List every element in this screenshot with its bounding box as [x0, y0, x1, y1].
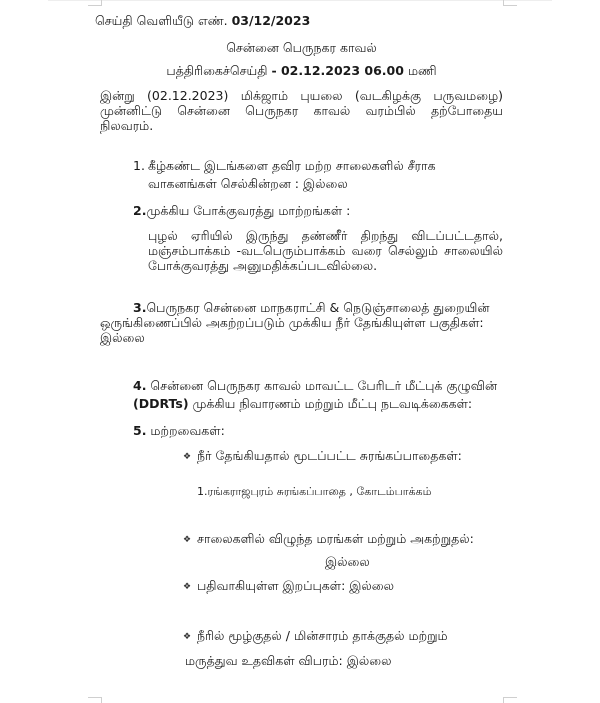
item-4-line-1-text: சென்னை பெருநகர காவல் மாவட்ட பேரிடர் மீட்புக் குழுவின்	[146, 378, 498, 393]
bullet-trees	[183, 531, 474, 548]
item-4-line-2	[133, 396, 472, 411]
bullet-deaths	[183, 578, 394, 595]
item-3-line-2: ஒருங்கிணைப்பில் அகற்றப்படும் முக்கிய நீர் தேங்கியுள்ள பகுதிகள்:	[100, 315, 484, 330]
bullet-medical-text: நீரில் மூழ்குதல் / மின்சாரம் தாக்குதல் மற்றும்	[197, 628, 448, 643]
medical-line-2: மருத்துவ உதவிகள் விபரம்: இல்லை	[185, 653, 392, 668]
release-number-line	[95, 13, 310, 28]
diamond-bullet-icon: ❖	[183, 452, 192, 462]
item-4-line-1	[133, 378, 497, 393]
margin-corner-mark	[88, 0, 102, 6]
page-edge	[48, 0, 552, 1]
item-2-number: 2.	[133, 203, 147, 218]
item-1-line-2: வாகனங்கள் செல்கின்றன : இல்லை	[148, 176, 348, 191]
item-1-number: 1.	[133, 158, 145, 173]
item-3-line-1	[133, 300, 489, 315]
item-2-heading-text: முக்கிய போக்குவரத்து மாற்றங்கள் :	[146, 203, 351, 218]
item-1-line-1: கீழ்கண்ட இடங்களை தவிர மற்ற சாலைகளில் சீராக	[148, 158, 436, 173]
ddrts-abbr: (DDRTs)	[133, 396, 189, 411]
margin-corner-mark	[88, 697, 102, 703]
item-2-body: புழல் ஏரியில் இருந்து தண்ணீர் திறந்து விடப்பட்டதால், மஞ்சம்பாக்கம் -வடபெரும்பாக்கம் வரை செல்லும் சாலையில் போக்குவரத்து அனுமதிக்கப்படவில்லை.	[148, 228, 503, 273]
margin-corner-mark	[503, 0, 517, 6]
press-datetime: - 02.12.2023 06.00	[271, 63, 404, 78]
press-release-line	[100, 63, 503, 78]
bullet-deaths-text: பதிவாகியுள்ள இறப்புகள்: இல்லை	[197, 578, 394, 593]
press-time-unit: மணி	[407, 63, 437, 78]
release-number: 03/12/2023	[231, 13, 311, 28]
item-5-heading-text: மற்றவைகள்:	[146, 423, 225, 438]
release-label: செய்தி வெளியீடு எண்.	[95, 13, 228, 28]
item-2-heading	[133, 203, 350, 218]
diamond-bullet-icon: ❖	[183, 632, 192, 642]
item-5-heading	[133, 423, 225, 438]
item-3-number: 3.	[133, 300, 147, 315]
bullet-trees-text: சாலைகளில் விழுந்த மரங்கள் மற்றும் அகற்றுதல்:	[197, 531, 474, 546]
subway-item: 1.ரங்கராஜபுரம் சுரங்கப்பாதை , கோடம்பாக்கம்	[197, 485, 432, 498]
item-5-number: 5.	[133, 423, 147, 438]
organization-title: சென்னை பெருநகர காவல்	[226, 40, 377, 55]
item-3-line-1-text: பெருநகர சென்னை மாநகராட்சி & நெடுஞ்சாலைத் துறையின்	[146, 300, 490, 315]
bullet-subways-text: நீர் தேங்கியதால் மூடப்பட்ட சுரங்கப்பாதைகள்:	[197, 448, 462, 463]
diamond-bullet-icon: ❖	[183, 535, 192, 545]
item-4-number: 4.	[133, 378, 147, 393]
press-label: பத்திரிகைச்செய்தி	[166, 63, 268, 78]
diamond-bullet-icon: ❖	[183, 582, 192, 592]
item-4-line-2-text: முக்கிய நிவாரணம் மற்றும் மீட்பு நடவடிக்கைகள்:	[188, 396, 473, 411]
bullet-subways	[183, 448, 462, 465]
margin-corner-mark	[503, 697, 517, 703]
trees-value: இல்லை	[325, 554, 370, 569]
intro-paragraph: இன்று (02.12.2023) மிக்ஜாம் புயலை (வடகிழக்கு பருவமழை) முன்னிட்டு சென்னை பெருநகர காவல் வரம்பில் தற்போதைய நிலவரம்.	[100, 88, 503, 133]
bullet-medical	[183, 628, 448, 645]
item-3-line-3: இல்லை	[100, 330, 145, 345]
